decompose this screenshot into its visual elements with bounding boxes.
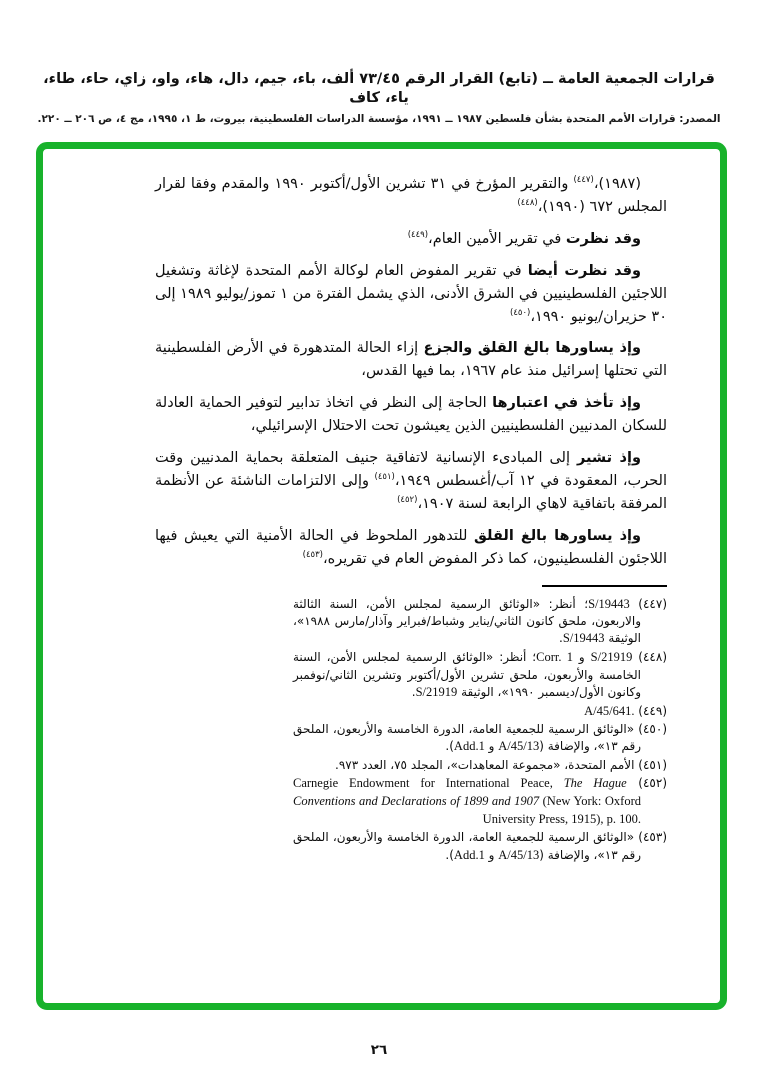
text-segment: A/45/641. [584,703,635,718]
footnote-item [293,596,667,649]
footnote-ref: (٤٥١) [374,471,395,482]
text-segment: . [411,684,416,699]
text-segment: والتقرير المؤرخ في ٣١ تشرين الأول/أكتوبر ١٩٩٠ والمقدم وفقا لقرار المجلس ٦٧٢ (١٩٩٠)، [155,176,667,215]
text-segment: (New York: Oxford University Press, 1915), p. 100. [482,793,641,826]
footnote-ref: (٤٤٧) [573,175,594,185]
text-segment: S/19443 [588,596,630,611]
footnote-number: (٤٥٣) [634,830,667,845]
header-title: قرارات الجمعية العامة ــ (تابع) القرار الرقم ٧٣/٤٥ ألف، باء، جيم، دال، هاء، واو، زاي، حاء، طاء، ياء، كاف [43,71,715,106]
text-segment: ). [445,847,454,862]
page-number: ٢٦ [370,1042,388,1058]
text-segment: A/45/13 [498,739,540,754]
emphasized-text: وقد نظرت أيضا [527,262,641,279]
green-frame [36,142,727,1010]
text-segment: في تقرير المفوض العام لوكالة الأمم المتحدة لإغاثة وتشغيل اللاجئين الفلسطينيين في الشرق الأدنى، الذي يشمل الفترة من ١ تموز/يوليو ١٩٨٩ إلى ٣٠ حزيران/يونيو ١٩٩٠، [155,262,667,325]
text-segment: Carnegie Endowment for International Peace, [293,776,564,791]
text-segment: الأمم المتحدة، «مجموعة المعاهدات»، المجلد ٧٥، العدد ٩٧٣. [335,758,635,773]
text-segment: ؛ أنظر: «الوثائق الرسمية لمجلس الأمن، السنة الخامسة والأربعون، ملحق تشرين الأول/أكتوبر وتشرين الثاني/نوفمبر وكانون الأول/ديسمبر ١٩٩٠»، الوثيقة [293,650,641,699]
footnote-ref: (٤٤٩) [407,229,429,240]
text-segment: و [484,739,499,754]
text-segment: ). [445,739,454,754]
footnote-number: (٤٥٠) [634,722,667,737]
text-segment: للتدهور الملحوظ في الحالة الأمنية التي يعيش فيها اللاجئون الفلسطينيون، كما ذكر المفوض العام في تقريره، [155,527,667,567]
text-segment: S/21919 [415,684,458,699]
text-segment: (١٩٨٧)، [593,176,641,192]
footnote-item [293,775,667,828]
text-segment: و [572,650,591,665]
footnote-item [293,721,667,756]
text-segment: إزاء الحالة المتدهورة في الأرض الفلسطينية التي تحتلها إسرائيل منذ عام ١٩٦٧، بما فيها القدس، [155,340,667,380]
text-segment: إلى المبادىء الإنسانية لاتفاقية جنيف المتعلقة بحماية المدنيين وقت الحرب، المعقودة في ١٢ آب/أغسطس ١٩٤٩، [155,450,668,489]
body-paragraph [155,525,667,571]
text-segment: و [484,847,499,862]
emphasized-text: وقد نظرت [565,230,641,247]
footnote-ref: (٤٥٢) [397,494,418,505]
body-paragraph [155,392,667,438]
text-segment: «الوثائق الرسمية للجمعية العامة، الدورة الخامسة والأربعون، الملحق رقم ١٣»، والإضافة ( [293,722,641,754]
body-paragraph [155,447,667,516]
text-segment: في تقرير الأمين العام، [428,230,566,247]
text-segment: . [559,631,563,646]
text-segment: Add.1 [453,739,485,754]
emphasized-text: وإذ تأخذ في اعتبارها [492,395,641,412]
text-segment: Add.1 [453,847,485,862]
footnote-number: (٤٤٧) [629,596,667,611]
emphasized-text: وإذ يساورها بالغ القلق [473,527,641,544]
text-segment: Corr. 1 [536,650,573,665]
footnote-ref: (٤٥٣) [302,549,323,560]
text-segment: الحاجة إلى النظر في اتخاذ تدابير لتوفير الحماية العادلة للسكان المدنيين الفلسطينيين الذين يعيشون تحت الاحتلال الإسرائيلي، [155,395,667,435]
emphasized-text: وإذ يساورها بالغ القلق والجزع [423,340,641,357]
text-segment: ؛ أنظر: «الوثائق الرسمية لمجلس الأمن، السنة الثالثة والاربعون، ملحق كانون الثاني/يناير وشباط/فبراير وآذار/مارس ١٩٨٨»، الوثيقة [293,596,641,646]
text-segment: A/45/13 [498,847,540,862]
footnotes-block [293,596,667,865]
footnote-item [293,829,667,864]
footnote-separator-rule [542,585,667,587]
text-segment: وإلى الالتزامات الناشئة عن الأنظمة المرفقة باتفاقية لاهاي الرابعة لسنة ١٩٠٧، [155,472,667,512]
text-segment: The Hague Conventions and Declarations of 1899 and 1907 [293,776,627,808]
text-segment: «الوثائق الرسمية للجمعية العامة، الدورة الخامسة والأربعون، الملحق رقم ١٣»، والإضافة ( [293,830,641,862]
footnote-item [293,649,667,702]
text-segment: S/21919 [590,650,633,665]
body-paragraph [155,260,667,329]
body-paragraph [155,173,667,219]
footnote-number: (٤٤٨) [632,650,667,665]
body-paragraph [155,337,667,383]
footnote-item [293,757,667,774]
resolution-body-text [155,173,667,571]
footnote-ref: (٤٤٨) [517,197,538,208]
text-segment: S/19443 [562,631,605,646]
footnote-number: (٤٥٢) [626,776,668,791]
header-source: المصدر: قرارات الأمم المتحدة بشأن فلسطين ١٩٨٧ ــ ١٩٩١، مؤسسة الدراسات الفلسطينية، بيروت، ط ١، ١٩٩٥، مج ٤، ص ٢٠٦ ــ ٢٢٠. [37,112,721,125]
footnote-number: (٤٤٩) [634,703,667,718]
emphasized-text: وإذ تشير [576,450,641,467]
footnote-number: (٤٥١) [634,758,667,773]
footnote-ref: (٤٥٠) [510,307,531,318]
body-paragraph [155,228,667,251]
page-header [34,70,724,125]
footnote-item [293,703,667,721]
